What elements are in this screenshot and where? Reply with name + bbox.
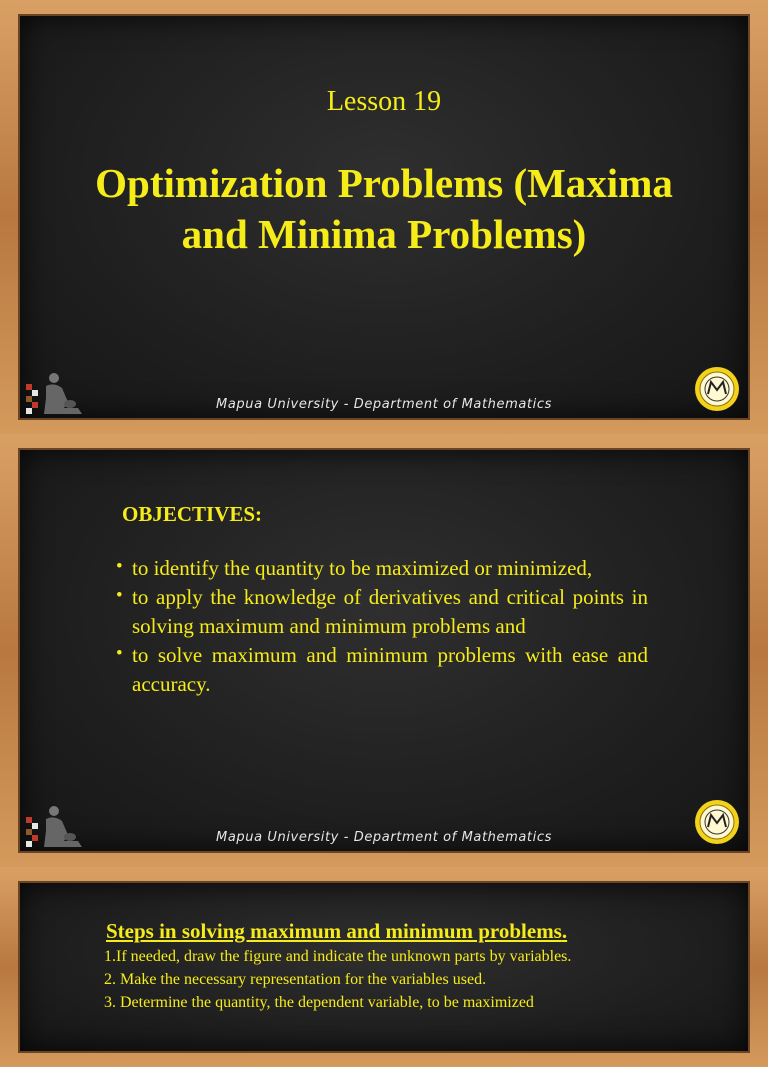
slide-objectives (0, 434, 768, 867)
list-item: • to apply the knowledge of derivatives and critical points in solving maximum and minimum problems and (116, 583, 648, 641)
slide-title (0, 0, 768, 434)
list-item: • to solve maximum and minimum problems with ease and accuracy. (116, 641, 648, 699)
list-item: 3. Determine the quantity, the dependent variable, to be maximized (104, 994, 534, 1011)
list-item: 1.If needed, draw the figure and indicate the unknown parts by variables. (104, 948, 572, 965)
steps-heading-period: . (561, 919, 568, 943)
lesson-title: Optimization Problems (Maxima and Minima Problems) (95, 160, 673, 257)
chalkboard (18, 14, 750, 420)
university-seal-icon (694, 366, 740, 412)
lesson-number: Lesson 19 (326, 86, 442, 117)
university-seal-icon (694, 799, 740, 845)
chalkboard (18, 881, 750, 1053)
slide-steps (0, 867, 768, 1067)
steps-list (104, 945, 658, 1014)
steps-heading-text: Steps in solving maximum and minimum problems (106, 919, 562, 943)
chalkboard (18, 448, 750, 853)
objectives-list (116, 554, 648, 699)
list-item: • to identify the quantity to be maximized or minimized, (116, 554, 648, 583)
list-item: 2. Make the necessary representation for the variables used. (104, 971, 487, 988)
objectives-heading: OBJECTIVES: (122, 502, 263, 526)
footer-university: Mapua University - Department of Mathematics (216, 397, 552, 412)
footer-university: Mapua University - Department of Mathematics (216, 830, 552, 845)
steps-heading (106, 919, 567, 944)
